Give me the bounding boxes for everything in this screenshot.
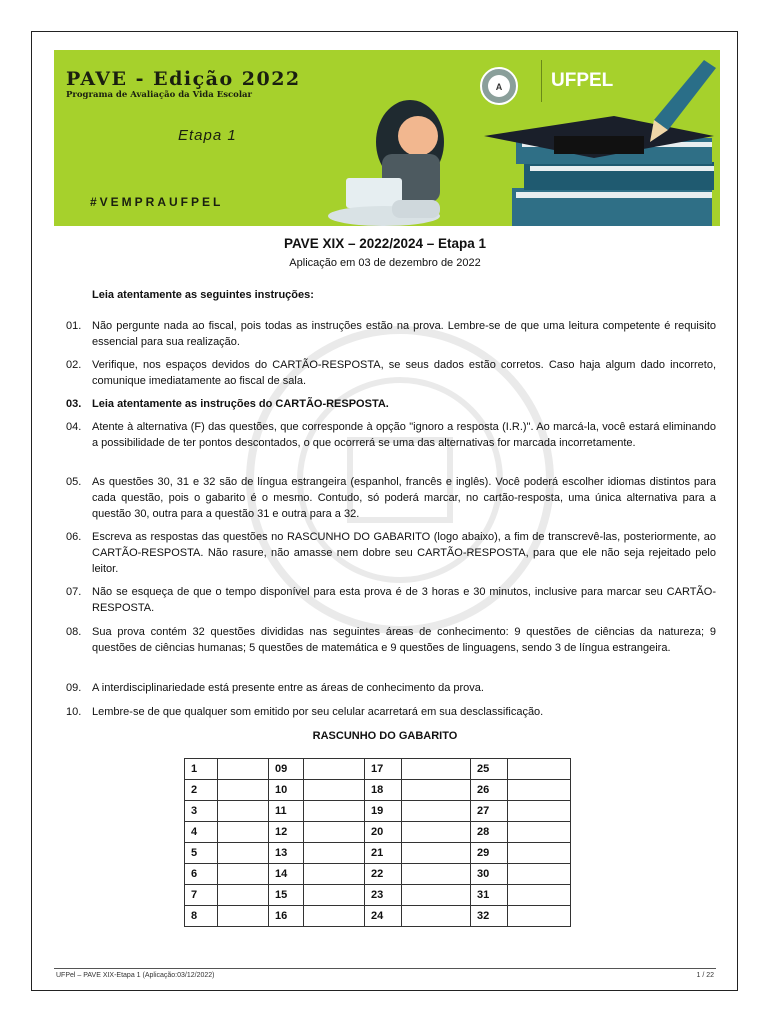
question-number: 6 [185,864,218,885]
ufpel-logo: UFPEL [551,70,614,91]
exam-date: Aplicação em 03 de dezembro de 2022 [289,257,481,269]
instruction-item [66,624,716,656]
question-number: 26 [471,780,508,801]
answer-box[interactable] [304,885,365,906]
instruction-item [66,680,716,696]
answer-box[interactable] [508,864,571,885]
instruction-number: 06. [66,531,82,543]
answer-draft-table [184,758,571,927]
answer-box[interactable] [508,885,571,906]
banner-title: PAVE - Edição 2022 [66,68,301,90]
answer-box[interactable] [508,780,571,801]
answer-box[interactable] [218,864,269,885]
table-row [185,885,571,906]
instruction-text: Não se esqueça de que o tempo disponível para esta prova é de 3 horas e 30 minutos, inclusive para marcar seu CARTÃO-RESPOSTA. [92,586,716,614]
instruction-number: 05. [66,476,82,488]
answer-box[interactable] [508,822,571,843]
instruction-item [66,357,716,389]
instruction-text: Não pergunte nada ao fiscal, pois todas as instruções estão na prova. Lembre-se de que uma leitura competente é requisito essencial para sua realização. [92,320,716,348]
instruction-item [66,318,716,350]
answer-box[interactable] [402,864,471,885]
exam-title: PAVE XIX – 2022/2024 – Etapa 1 [283,236,487,251]
question-number: 23 [365,885,402,906]
question-number: 5 [185,843,218,864]
instruction-item [66,474,716,522]
instruction-text: Lembre-se de que qualquer som emitido por seu celular acarretará em sua desclassificação. [92,706,544,718]
answer-box[interactable] [508,906,571,927]
answer-box[interactable] [402,759,471,780]
table-row [185,864,571,885]
answer-box[interactable] [402,843,471,864]
question-number: 17 [365,759,402,780]
answer-box[interactable] [218,885,269,906]
answer-box[interactable] [508,801,571,822]
banner-subtitle: Programa de Avaliação da Vida Escolar [66,90,253,100]
banner-hashtag: #VEMPRAUFPEL [90,195,224,209]
question-number: 15 [269,885,304,906]
question-number: 16 [269,906,304,927]
question-number: 2 [185,780,218,801]
instruction-text: As questões 30, 31 e 32 são de língua estrangeira (espanhol, francês e inglês). Você poderá escolher idiomas distintos para cada questão, pois o gabarito é o mesmo. Contudo, só poderá marcar, no cartão-resposta, uma única alternativa para a questão 30, outra para a questão 31 e outra para a 32. [92,476,716,520]
answer-box[interactable] [402,885,471,906]
question-number: 11 [269,801,304,822]
question-number: 27 [471,801,508,822]
instruction-item [66,529,716,577]
instruction-number: 04. [66,421,82,433]
table-row [185,906,571,927]
answer-box[interactable] [508,843,571,864]
answer-box[interactable] [304,822,365,843]
answer-draft-title: RASCUNHO DO GABARITO [312,730,458,742]
answer-box[interactable] [304,906,365,927]
question-number: 29 [471,843,508,864]
instruction-number: 10. [66,706,82,718]
answer-box[interactable] [304,780,365,801]
question-number: 20 [365,822,402,843]
instruction-item [66,419,716,451]
instruction-number: 08. [66,626,82,638]
question-number: 09 [269,759,304,780]
question-number: 10 [269,780,304,801]
answer-box[interactable] [402,801,471,822]
answer-box[interactable] [304,864,365,885]
answer-box[interactable] [402,780,471,801]
question-number: 25 [471,759,508,780]
banner-stage: Etapa 1 [178,127,237,144]
question-number: 18 [365,780,402,801]
answer-box[interactable] [304,759,365,780]
instruction-text: Verifique, nos espaços devidos do CARTÃO-RESPOSTA, se seus dados estão corretos. Caso haja algum dado incorreto, comunique imediatamente ao fiscal de sala. [92,359,716,387]
question-number: 32 [471,906,508,927]
question-number: 28 [471,822,508,843]
instruction-text: Atente à alternativa (F) das questões, que corresponde à opção "ignoro a resposta (I.R.)". Ao marcá-la, você estará eliminando a possibilidade de ter pontos descontados, o que ocorrerá se uma das alternativas for marcada incorretamente. [92,421,716,449]
answer-box[interactable] [508,759,571,780]
instruction-text: Sua prova contém 32 questões divididas nas seguintes áreas de conhecimento: 9 questões de ciências da natureza; 9 questões de ciências humanas; 5 questões de matemática e 9 questões de linguagens, sendo 3 de língua estrangeira. [92,626,716,654]
instruction-number: 01. [66,320,82,332]
answer-box[interactable] [304,801,365,822]
question-number: 12 [269,822,304,843]
instruction-text: Leia atentamente as instruções do CARTÃO-RESPOSTA. [92,398,389,410]
table-row [185,843,571,864]
instruction-item [66,396,716,412]
question-number: 3 [185,801,218,822]
instruction-item [66,704,716,720]
table-row [185,759,571,780]
question-number: 21 [365,843,402,864]
instruction-text: Escreva as respostas das questões no RASCUNHO DO GABARITO (logo abaixo), a fim de transcrevê-las, posteriormente, ao CARTÃO-RESPOSTA. Não rasure, não amasse nem dobre seu CARTÃO-RESPOSTA, para que ele não seja rejeitado pelo leitor. [92,531,716,575]
footer-info: UFPel – PAVE XIX-Etapa 1 (Aplicação:03/12/2022) [56,972,215,979]
answer-box[interactable] [402,822,471,843]
question-number: 14 [269,864,304,885]
svg-text:A: A [495,82,503,92]
answer-box[interactable] [218,759,269,780]
banner-divider [541,60,542,102]
question-number: 19 [365,801,402,822]
instructions-heading: Leia atentamente as seguintes instruções: [92,289,314,301]
question-number: 31 [471,885,508,906]
instruction-text: A interdisciplinariedade está presente entre as áreas de conhecimento da prova. [92,682,484,694]
question-number: 22 [365,864,402,885]
instruction-number: 07. [66,586,82,598]
answer-box[interactable] [218,822,269,843]
answer-box[interactable] [218,843,269,864]
question-number: 13 [269,843,304,864]
header-banner [54,50,720,226]
question-number: 24 [365,906,402,927]
question-number: 4 [185,822,218,843]
answer-box[interactable] [304,843,365,864]
page-number: 1 / 22 [696,972,714,979]
answer-box[interactable] [218,780,269,801]
instruction-number: 09. [66,682,82,694]
answer-box[interactable] [402,906,471,927]
answer-box[interactable] [218,801,269,822]
instruction-number: 03. [66,398,82,410]
question-number: 7 [185,885,218,906]
question-number: 1 [185,759,218,780]
answer-box[interactable] [218,906,269,927]
table-row [185,780,571,801]
question-number: 8 [185,906,218,927]
table-row [185,822,571,843]
instruction-number: 02. [66,359,82,371]
question-number: 30 [471,864,508,885]
university-seal-icon [479,66,519,106]
table-row [185,801,571,822]
instruction-item [66,584,716,616]
footer-divider [54,968,716,969]
